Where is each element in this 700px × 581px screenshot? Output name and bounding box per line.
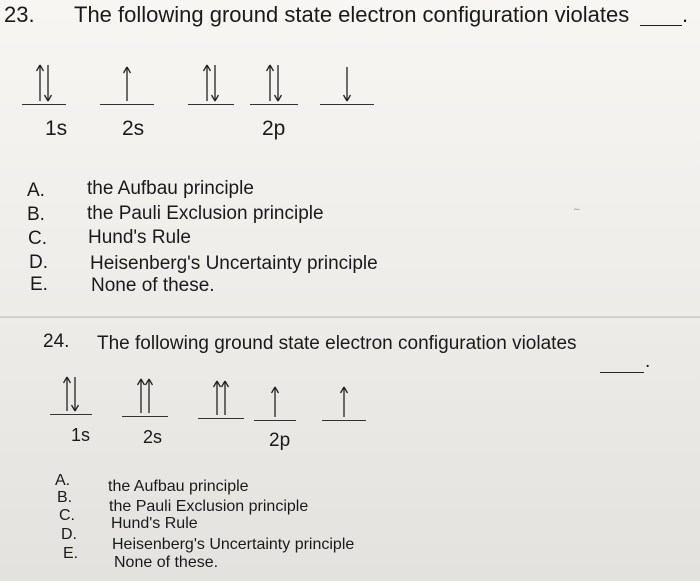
orbital-label-2p: 2p [269,430,291,451]
option-text[interactable]: the Pauli Exclusion principle [109,498,309,515]
orbital-label-2s: 2s [143,427,163,447]
option-letter: A. [27,180,45,201]
question-period: . [682,2,689,27]
option-letter: C. [28,228,47,249]
question-number: 23. [4,2,35,27]
orbital-label-2p: 2p [262,117,286,140]
arrow-down-icon [70,376,80,412]
option-text[interactable]: Heisenberg's Uncertainty principle [90,253,378,274]
question-period: . [645,351,651,372]
arrow-up-icon [220,380,230,416]
question-text: The following ground state electron configuration violates [74,2,630,27]
question-text: The following ground state electron configuration violates [97,333,577,354]
arrow-up-icon [270,386,280,418]
arrow-up-icon [144,378,154,414]
option-text[interactable]: Hund's Rule [88,227,191,248]
option-text[interactable]: the Aufbau principle [108,478,249,495]
option-text[interactable]: None of these. [91,275,215,296]
option-text[interactable]: None of these. [114,554,219,571]
orbital-label-1s: 1s [45,117,68,140]
orbital-box-1s [50,374,92,415]
orbital-box-2p [322,384,366,421]
option-letter: D. [29,252,48,273]
orbital-label-1s: 1s [71,425,91,445]
answer-blank [600,372,644,373]
option-text[interactable]: Heisenberg's Uncertainty principle [112,536,355,553]
option-text[interactable]: Hund's Rule [111,515,198,532]
arrow-up-icon [339,386,349,418]
option-letter: C. [59,507,75,524]
pencil-mark: ∼ [573,204,581,214]
option-letter: D. [61,526,77,543]
option-letter: E. [63,545,79,562]
option-text[interactable]: the Aufbau principle [87,178,254,199]
option-letter: B. [27,204,45,225]
orbital-box-2s [122,376,168,417]
orbital-box-2p [254,384,296,421]
orbital-box-2p [198,378,244,419]
orbital-label-2s: 2s [122,117,145,140]
option-text[interactable]: the Pauli Exclusion principle [87,203,324,224]
option-letter: A. [55,472,71,489]
question-number: 24. [43,331,70,352]
option-letter: E. [30,274,48,295]
option-letter: B. [57,489,73,506]
